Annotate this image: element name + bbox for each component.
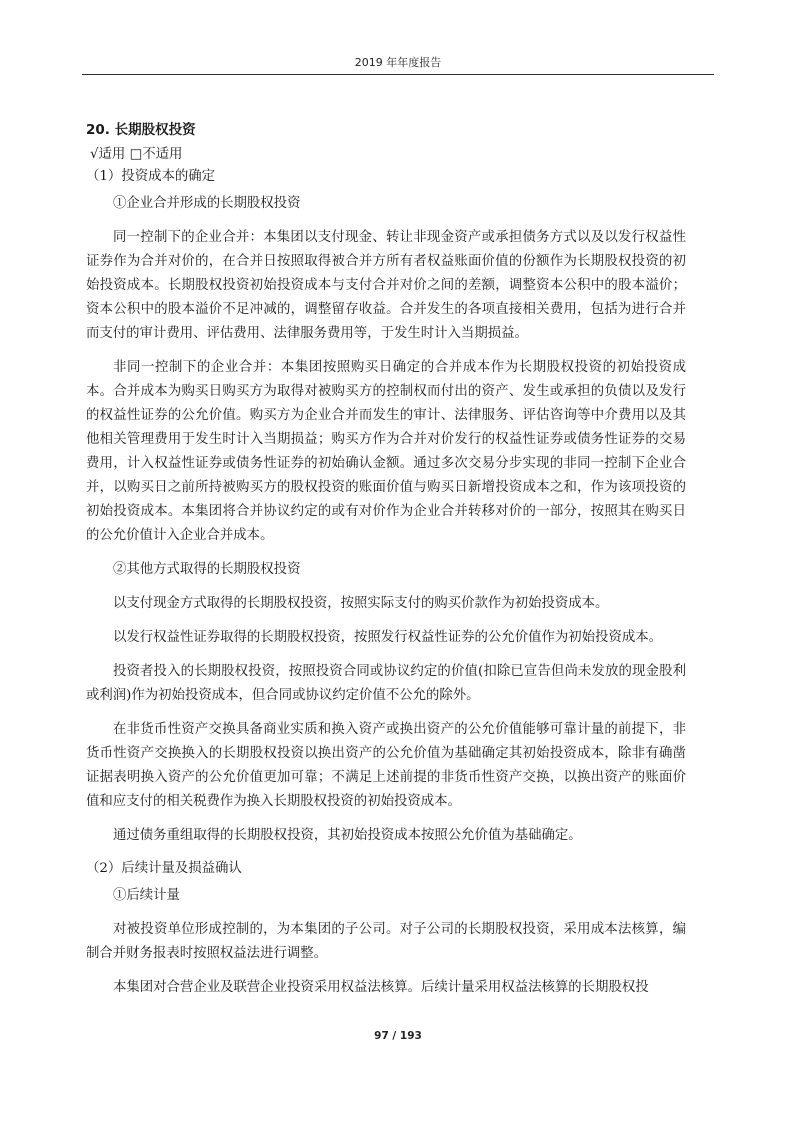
paragraph: ②其他方式取得的长期股权投资 xyxy=(113,562,301,577)
page-number: 97 / 193 xyxy=(374,1030,422,1042)
section-title: 20. 长期股权投资 xyxy=(86,122,196,138)
applicability-line: √适用 □不适用 xyxy=(90,147,183,162)
subsection-heading: （1）投资成本的确定 xyxy=(86,169,216,184)
paragraph: 以发行权益性证券取得的长期股权投资，按照发行权益性证券的公允价值作为初始投资成本。 xyxy=(113,630,663,645)
paragraph: 非同一控制下的企业合并：本集团按照购买日确定的合并成本作为长期股权投资的初始投资成本。合并成本为购买日购买方为取得对被购买方的控制权而付出的资产、发生或承担的负债以及发行的权益性证券的公允价值。购买方为企业合并而发生的审计、法律服务、评估咨询等中介费用以及其他相关管理费用于发生时计入当期损益；购买方作为合并对价发行的权益性证券或债务性证券的交易费用，计入权益性证券或债务性证券的初始确认金额。通过多次交易分步实现的非同一控制下企业合并，以购买日之前所持被购买方的股权投资的账面价值与购买日新增投资成本之和，作为该项投资的初始投资成本。本集团将合并协议约定的或有对价作为企业合并转移对价的一部分，按照其在购买日的公允价值计入企业合并成本。 xyxy=(86,360,686,543)
paragraph: ①后续计量 xyxy=(113,888,180,903)
paragraph: 以支付现金方式取得的长期股权投资，按照实际支付的购买价款作为初始投资成本。 xyxy=(113,596,609,611)
paragraph: ①企业合并形成的长期股权投资 xyxy=(113,196,301,211)
subsection-heading: （2）后续计量及损益确认 xyxy=(86,861,242,876)
page-header: 2019 年年度报告 xyxy=(354,56,442,69)
paragraph: 投资者投入的长期股权投资，按照投资合同或协议约定的价值(扣除已宣告但尚未发放的现金股利或利润)作为初始投资成本，但合同或协议约定价值不公允的除外。 xyxy=(86,664,686,703)
paragraph: 通过债务重组取得的长期股权投资，其初始投资成本按照公允价值为基础确定。 xyxy=(113,828,582,843)
header-divider xyxy=(82,74,714,75)
paragraph: 本集团对合营企业及联营企业投资采用权益法核算。后续计量采用权益法核算的长期股权投 xyxy=(113,980,649,995)
paragraph: 在非货币性资产交换具备商业实质和换入资产或换出资产的公允价值能够可靠计量的前提下，非货币性资产交换换入的长期股权投资以换出资产的公允价值为基础确定其初始投资成本，除非有确凿证据表明换入资产的公允价值更加可靠；不满足上述前提的非货币性资产交换，以换出资产的账面价值和应支付的相关税费作为换入长期股权投资的初始投资成本。 xyxy=(86,722,686,809)
document-body xyxy=(86,118,686,1010)
paragraph: 同一控制下的企业合并：本集团以支付现金、转让非现金资产或承担债务方式以及以发行权益性证券作为合并对价的，在合并日按照取得被合并方所有者权益账面价值的份额作为长期股权投资的初始投资成本。长期股权投资初始投资成本与支付合并对价之间的差额，调整资本公积中的股本溢价；资本公积中的股本溢价不足冲减的，调整留存收益。合并发生的各项直接相关费用，包括为进行合并而支付的审计费用、评估费用、法律服务费用等，于发生时计入当期损益。 xyxy=(86,230,686,341)
paragraph: 对被投资单位形成控制的，为本集团的子公司。对子公司的长期股权投资，采用成本法核算，编制合并财务报表时按照权益法进行调整。 xyxy=(86,922,686,961)
